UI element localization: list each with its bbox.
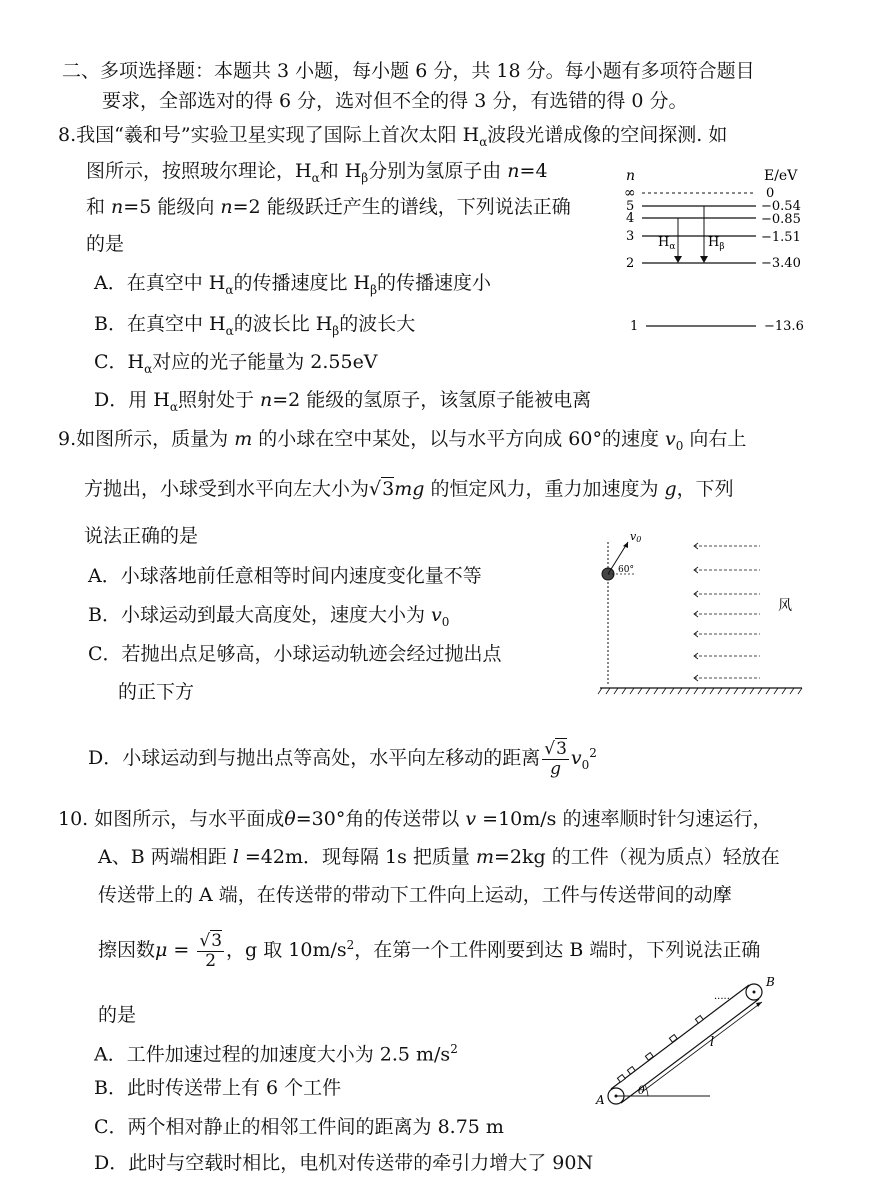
level-1 — [630, 319, 804, 334]
q8-stem-line2: 图所示，按照玻尔理论，$H_\alpha$和 $H_\beta$分别为氢原子由 n=4 — [86, 160, 548, 185]
ground-hatching — [598, 688, 802, 694]
energy-level-diagram — [618, 164, 818, 344]
svg-text:2: 2 — [626, 256, 635, 271]
q8-number: 8. — [58, 124, 77, 146]
angle-label: 60° — [618, 565, 634, 575]
svg-text:−1.51: −1.51 — [761, 230, 801, 245]
q10-option-d: D．此时与空载时相比，电机对传送带的牵引力增大了 90N — [94, 1152, 594, 1174]
q9-option-a: A．小球落地前任意相等时间内速度变化量不等 — [88, 565, 482, 587]
svg-text:∞: ∞ — [624, 185, 636, 201]
workpieces — [617, 1016, 703, 1083]
v0-label: v0 — [630, 530, 642, 544]
svg-text:3: 3 — [626, 229, 635, 244]
level-infinity — [624, 185, 774, 201]
q8-option-a: A．在真空中 $H_\alpha$的传播速度比 $H_\beta$的传播速度小 — [94, 272, 492, 297]
svg-text:5: 5 — [626, 199, 635, 214]
end-b-label: B — [766, 975, 775, 989]
section-header-line2: 要求，全部选对的得 6 分，选对但不全的得 3 分，有选错的得 0 分。 — [102, 90, 688, 112]
q10-option-c: C．两个相对静止的相邻工件间的距离为 8.75 m — [94, 1116, 504, 1138]
h-beta-transition — [700, 206, 725, 263]
q10-stem-line1: 10. 如图所示，与水平面成θ=30°角的传送带以 v =10m/s 的速率顺时针匀速运行， — [58, 808, 772, 830]
svg-text:−3.40: −3.40 — [761, 256, 801, 271]
wind-arrows — [694, 543, 760, 681]
length-arrow — [642, 1002, 762, 1092]
ellipsis-dots: ····· — [714, 994, 730, 1005]
section-header-line1: 二、多项选择题：本题共 3 小题，每小题 6 分，共 18 分。每小题有多项符合题目 — [62, 60, 755, 82]
svg-text:Hα: $H_\alpha$ — [658, 235, 676, 252]
q10-stem-line2: A、B 两端相距 l =42m．现每隔 1s 把质量 m=2kg 的工件（视为质点）轻放在 — [98, 846, 780, 868]
level-2 — [626, 256, 801, 271]
q10-stem-line4: 擦因数μ = $\frac{√3}{2}$ ，g 取 $10m/s^2$，在第一个工件刚要到达 B 端时，下列说法正确 — [98, 931, 761, 971]
q9-option-b: B．小球运动到最大高度处，速度大小为 $v_0$ — [88, 604, 450, 629]
svg-text:−13.6: −13.6 — [764, 319, 804, 334]
q9-number: 9. — [58, 428, 77, 450]
q8-option-d: D．用 $H_\alpha$照射处于 n=2 能级的氢原子，该氢原子能被电离 — [94, 389, 592, 414]
level-4 — [626, 211, 801, 227]
svg-text:−0.54: −0.54 — [761, 199, 801, 214]
q8-stem-line3: 和 n=5 能级向 n=2 能级跃迁产生的谱线，下列说法正确 — [86, 196, 571, 218]
q10-number: 10. — [58, 808, 89, 830]
svg-text:1: 1 — [630, 319, 639, 334]
theta-label: θ — [638, 1084, 645, 1097]
q9-option-c-line1: C．若抛出点足够高，小球运动轨迹会经过抛出点 — [88, 643, 502, 665]
end-a-label: A — [596, 1093, 605, 1107]
diagram-n-label: n — [626, 168, 636, 184]
q9-option-c-line2: 的正下方 — [118, 681, 195, 703]
diagram-energy-label: E/eV — [764, 168, 798, 184]
q9-stem-line2: 方抛出，小球受到水平向左大小为√3mg 的恒定风力，重力加速度为 g，下列 — [84, 478, 734, 500]
svg-text:0: 0 — [766, 186, 775, 201]
svg-text:Hβ: $H_\beta$ — [708, 235, 725, 252]
projectile-wind-diagram — [590, 528, 820, 704]
q10-option-b: B．此时传送带上有 6 个工件 — [94, 1077, 342, 1099]
h-alpha-transition — [658, 218, 682, 263]
q9-option-d: D．小球运动到与抛出点等高处，水平向左移动的距离 $\frac{√3}{g}$ $v_0^2$ — [88, 739, 597, 779]
q9-stem-line3: 说法正确的是 — [84, 525, 199, 547]
q8-option-b: B．在真空中 $H_\alpha$的波长比 $H_\beta$的波长大 — [94, 313, 416, 338]
q8-stem-line1: 8.我国“羲和号”实验卫星实现了国际上首次太阳 $H_\alpha$波段光谱成像的空间探测. 如 — [58, 124, 728, 149]
length-label: l — [710, 1035, 715, 1050]
conveyor-belt-diagram — [590, 972, 800, 1112]
wind-label: 风 — [778, 598, 792, 614]
svg-text:4: 4 — [626, 211, 635, 226]
q10-stem-line5: 的是 — [98, 1004, 137, 1026]
q8-option-c: C．$H_\alpha$对应的光子能量为 2.55eV — [94, 351, 378, 376]
svg-text:−0.85: −0.85 — [761, 212, 801, 227]
q8-stem-line4: 的是 — [86, 233, 125, 255]
q10-stem-line3: 传送带上的 A 端，在传送带的带动下工件向上运动，工件与传送带间的动摩 — [98, 884, 732, 906]
q10-option-a: A．工件加速过程的加速度大小为 2.5 $m/s^2$ — [94, 1042, 458, 1066]
q9-stem-line1: 9.如图所示，质量为 m 的小球在空中某处，以与水平方向成 60°的速度 $v_0$ 向右上 — [58, 428, 747, 453]
